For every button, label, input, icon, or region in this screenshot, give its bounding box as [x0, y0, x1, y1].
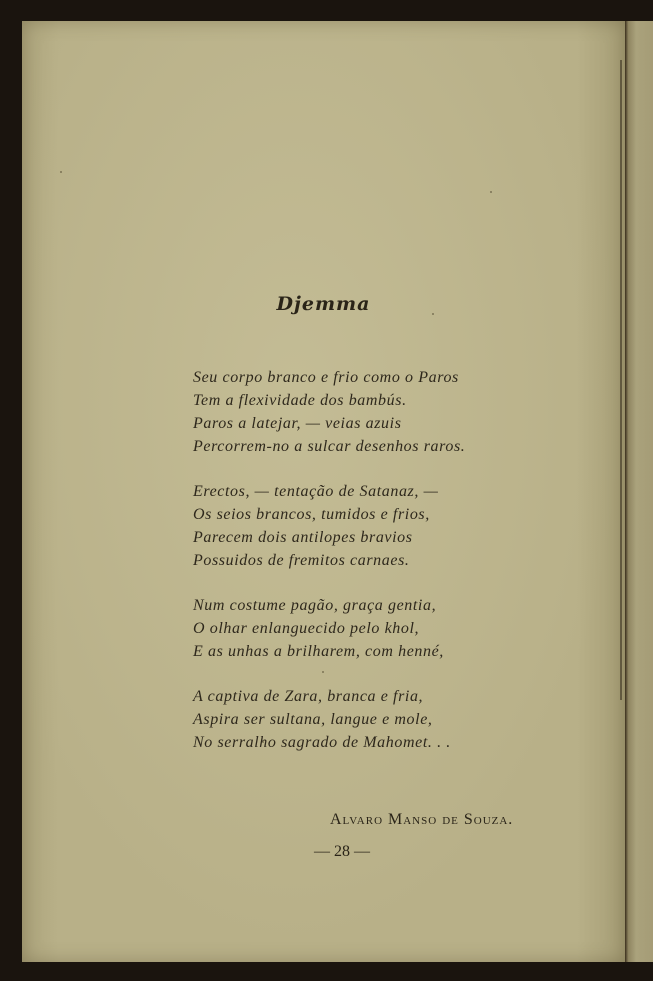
verse-line: No serralho sagrado de Mahomet. . . [193, 734, 451, 751]
paper-speck [60, 171, 62, 173]
verse-line: Paros a latejar, — veias azuis [193, 415, 402, 432]
stanza-2 [193, 480, 553, 572]
verse-line: Tem a flexividade dos bambús. [193, 392, 407, 409]
verse-line: Num costume pagão, graça gentia, [193, 597, 437, 614]
verse-line: Seu corpo branco e frio como o Paros [193, 369, 459, 386]
verse-line: O olhar enlanguecido pelo khol, [193, 620, 420, 637]
verse-line: Percorrem-no a sulcar desenhos raros. [193, 438, 466, 455]
stanza-4 [193, 685, 553, 754]
verse-line: Parecem dois antilopes bravios [193, 529, 413, 546]
page-fold-shadow [620, 60, 622, 700]
verse-line: A captiva de Zara, branca e fria, [193, 688, 424, 705]
verse-line: Aspira ser sultana, langue e mole, [193, 711, 433, 728]
paper-speck [490, 191, 492, 193]
stanza-1 [193, 366, 553, 458]
adjacent-page-edge [625, 21, 653, 962]
author-signature: Alvaro Manso de Souza. [330, 811, 514, 828]
verse-line: Erectos, — tentação de Satanaz, — [193, 483, 439, 500]
stanza-3 [193, 594, 553, 663]
verse-line: E as unhas a brilharem, com henné, [193, 643, 444, 660]
book-page [22, 21, 625, 962]
poem-body [193, 366, 553, 776]
verse-line: Possuidos de fremitos carnaes. [193, 552, 410, 569]
poem-title: Djemma [276, 293, 371, 315]
page-number: — 28 — [314, 843, 370, 860]
verse-line: Os seios brancos, tumidos e frios, [193, 506, 430, 523]
